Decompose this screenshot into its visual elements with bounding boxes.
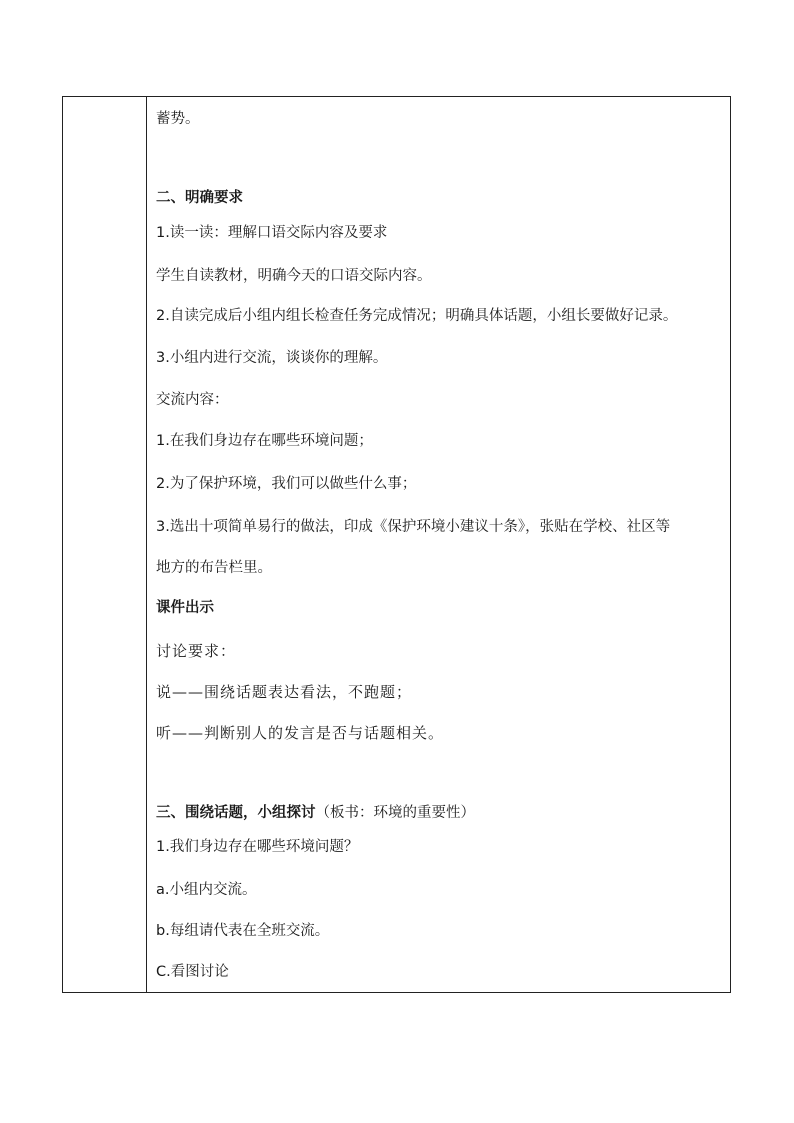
left-column-cell [63, 97, 147, 992]
text-line: 2.自读完成后小组内组长检查任务完成情况；明确具体话题，小组长要做好记录。 [156, 308, 678, 324]
text-line: b.每组请代表在全班交流。 [156, 923, 330, 939]
discussion-requirements-label: 讨论要求： [156, 642, 237, 660]
text-line: 1.我们身边存在哪些环境问题？ [156, 839, 359, 855]
text-line: 蓄势。 [156, 111, 200, 127]
section-heading-2: 二、明确要求 [156, 190, 243, 206]
text-line: 2.为了保护环境，我们可以做些什么事； [156, 476, 417, 492]
section-heading-3 [156, 803, 475, 823]
speaking-requirement: 说——围绕话题表达看法，不跑题； [156, 683, 413, 701]
content-column-cell [148, 97, 730, 992]
text-line: 3.选出十项简单易行的做法，印成《保护环境小建议十条》，张贴在学校、社区等 [156, 519, 671, 535]
lesson-table [62, 96, 731, 993]
text-line: 1.读一读：理解口语交际内容及要求 [156, 225, 388, 241]
blackboard-note: （板书：环境的重要性） [315, 805, 475, 821]
section-heading-3-title: 三、围绕话题，小组探讨 [156, 805, 316, 821]
text-line: C.看图讨论 [156, 964, 229, 980]
text-line: 1.在我们身边存在哪些环境问题； [156, 433, 373, 449]
text-line: 3.小组内进行交流，谈谈你的理解。 [156, 350, 388, 366]
text-line: a.小组内交流。 [156, 882, 257, 898]
text-line: 学生自读教材，明确今天的口语交际内容。 [156, 268, 432, 284]
text-line: 地方的布告栏里。 [156, 560, 272, 576]
listening-requirement: 听——判断别人的发言是否与话题相关。 [156, 724, 445, 742]
courseware-heading: 课件出示 [156, 600, 214, 616]
text-line: 交流内容： [156, 392, 229, 408]
